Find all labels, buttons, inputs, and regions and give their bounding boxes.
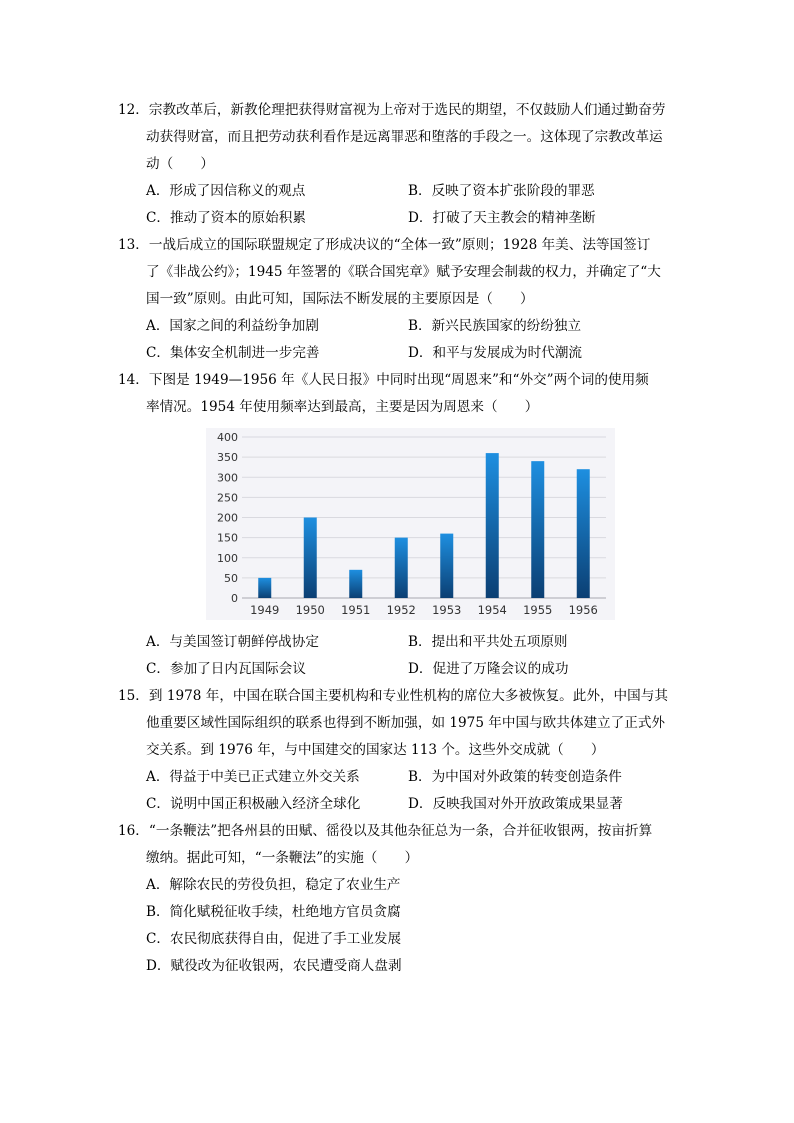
y-tick-label: 300 [217, 471, 238, 485]
question-14-line-2: 率情况。1954 年使用频率达到最高，主要是因为周恩来（ ） [146, 399, 539, 415]
x-tick-label: 1950 [295, 603, 325, 617]
question-13-line-2: 了《非战公约》；1945 年签署的《联合国宪章》赋予安理会制裁的权力，并确定了“大 [146, 264, 661, 280]
bar-1949 [258, 578, 271, 598]
option-c[interactable]: C．集体安全机制进一步完善 [146, 345, 320, 361]
option-b[interactable]: B．反映了资本扩张阶段的罪恶 [408, 183, 595, 199]
question-13-line-3: 国一致”原则。由此可知，国际法不断发展的主要原因是（ ） [146, 291, 534, 307]
question-12 [118, 97, 683, 178]
option-a[interactable]: A．得益于中美已正式建立外交关系 [146, 769, 360, 785]
bar-1953 [440, 534, 453, 598]
x-tick-label: 1955 [523, 603, 553, 617]
question-16 [118, 818, 683, 872]
question-16-line-1: 16．“一条鞭法”把各州县的田赋、徭役以及其他杂征总为一条，合并征收银两，按亩折算 [118, 823, 653, 839]
option-d[interactable]: D．赋役改为征收银两，农民遭受商人盘剥 [146, 958, 402, 974]
y-tick-label: 0 [231, 592, 238, 605]
question-15-options [146, 764, 686, 818]
bar-1955 [531, 461, 544, 598]
option-c[interactable]: C．农民彻底获得自由，促进了手工业发展 [146, 931, 402, 947]
option-a[interactable]: A．国家之间的利益纷争加剧 [146, 318, 319, 334]
question-15-line-3: 交关系。到 1976 年，与中国建交的国家达 113 个。这些外交成就（ ） [146, 742, 605, 758]
question-12-options [146, 178, 686, 232]
question-12-line-1: 12．宗教改革后，新教伦理把获得财富视为上帝对于选民的期望，不仅鼓励人们通过勤奋劳 [118, 102, 666, 118]
bar-1956 [577, 469, 590, 598]
question-13 [118, 232, 683, 313]
option-b[interactable]: B．提出和平共处五项原则 [408, 634, 568, 650]
question-13-options [146, 313, 686, 367]
option-d[interactable]: D．打破了天主教会的精神垄断 [408, 210, 596, 226]
option-d[interactable]: D．和平与发展成为时代潮流 [408, 345, 583, 361]
y-tick-label: 50 [224, 571, 238, 585]
option-a[interactable]: A．形成了因信称义的观点 [146, 183, 306, 199]
option-a[interactable]: A．解除农民的劳役负担，稳定了农业生产 [146, 877, 401, 893]
x-tick-label: 1953 [432, 603, 462, 617]
frequency-bar-chart [206, 428, 615, 620]
option-c[interactable]: C．参加了日内瓦国际会议 [146, 661, 306, 677]
question-15-line-1: 15．到 1978 年，中国在联合国主要机构和专业性机构的席位大多被恢复。此外，中国与其 [118, 688, 668, 704]
x-tick-label: 1956 [568, 603, 598, 617]
option-b[interactable]: B．新兴民族国家的纷纷独立 [408, 318, 582, 334]
bar-1952 [395, 538, 408, 598]
option-b[interactable]: B．为中国对外政策的转变创造条件 [408, 769, 622, 785]
option-c[interactable]: C．推动了资本的原始积累 [146, 210, 306, 226]
y-tick-label: 200 [217, 511, 238, 525]
question-12-line-2: 动获得财富，而且把劳动获利看作是远离罪恶和堕落的手段之一。这体现了宗教改革运 [146, 129, 663, 145]
y-tick-label: 400 [217, 431, 238, 444]
question-16-line-2: 缴纳。据此可知，“一条鞭法”的实施（ ） [146, 850, 419, 866]
option-a[interactable]: A．与美国签订朝鲜停战协定 [146, 634, 319, 650]
option-d[interactable]: D．促进了万隆会议的成功 [408, 661, 569, 677]
x-tick-label: 1951 [341, 603, 371, 617]
bar-1951 [349, 570, 362, 598]
question-15 [118, 683, 683, 764]
question-14-options [146, 629, 686, 683]
bar-1954 [486, 453, 499, 598]
question-14 [118, 367, 683, 421]
question-14-line-1: 14．下图是 1949—1956 年《人民日报》中同时出现“周恩来”和“外交”两个词的使用频 [118, 372, 649, 388]
option-d[interactable]: D．反映我国对外开放政策成果显著 [408, 796, 623, 812]
question-12-line-3: 动（ ） [146, 156, 214, 172]
y-tick-label: 150 [217, 531, 238, 545]
option-b[interactable]: B．简化赋税征收手续，杜绝地方官员贪腐 [146, 904, 401, 920]
question-16-options [146, 872, 686, 980]
y-tick-label: 250 [217, 491, 238, 505]
y-tick-label: 350 [217, 451, 238, 465]
x-tick-label: 1954 [477, 603, 507, 617]
x-tick-label: 1952 [386, 603, 416, 617]
x-tick-label: 1949 [250, 603, 280, 617]
y-tick-label: 100 [217, 551, 238, 565]
bar-1950 [304, 518, 317, 599]
question-15-line-2: 他重要区域性国际组织的联系也得到不断加强，如 1975 年中国与欧共体建立了正式外 [146, 715, 666, 731]
option-c[interactable]: C．说明中国正积极融入经济全球化 [146, 796, 361, 812]
question-13-line-1: 13．一战后成立的国际联盟规定了形成决议的“全体一致”原则；1928 年美、法等国签订 [118, 237, 651, 253]
